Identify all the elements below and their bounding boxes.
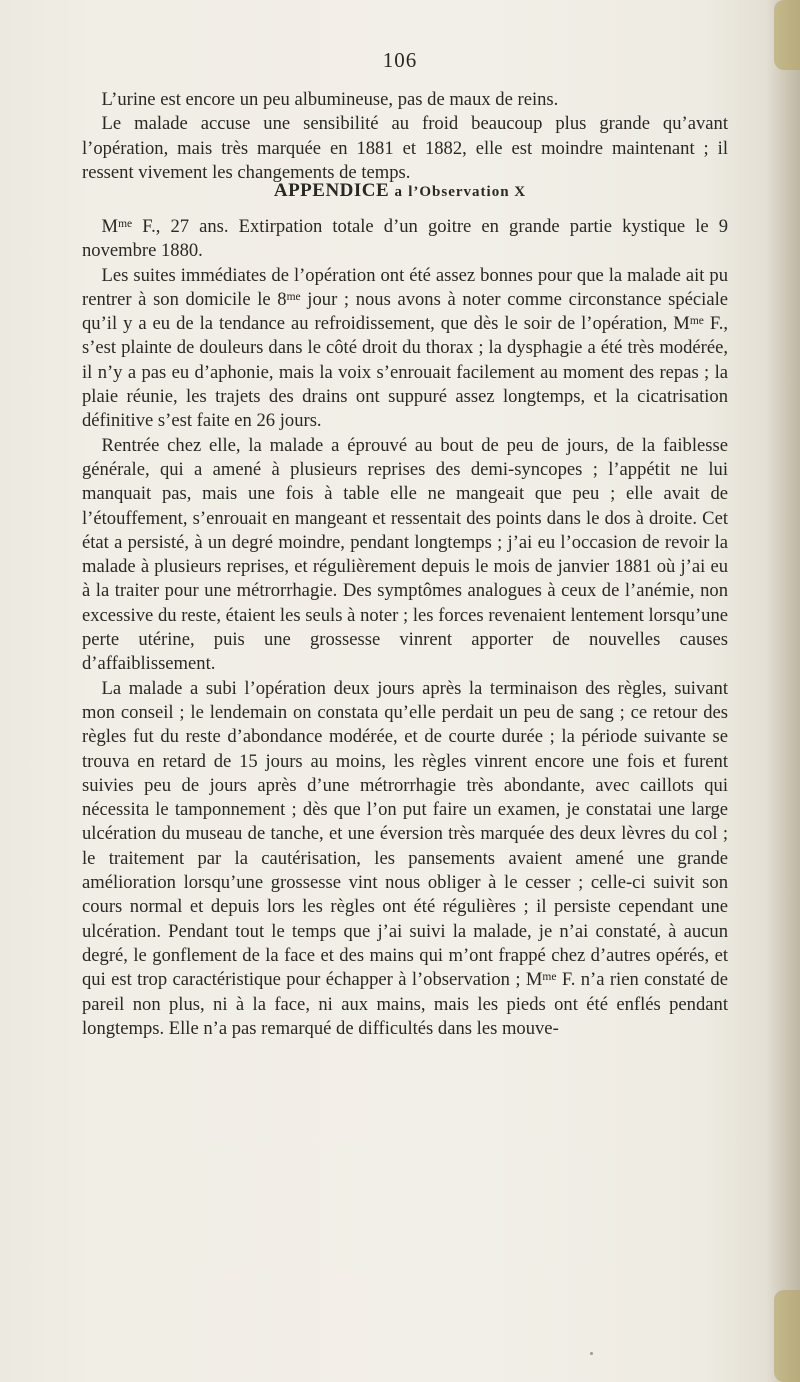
- superscript: me: [542, 971, 557, 984]
- main-text-block: [82, 215, 728, 1041]
- paper-stain: [774, 1290, 800, 1382]
- ink-speck: [590, 1352, 593, 1355]
- paragraph-intro: [82, 215, 728, 264]
- page-number: 106: [382, 48, 418, 72]
- title-abbrev: M: [101, 216, 119, 237]
- paragraph-cold-sensitivity: Le malade accuse une sensibilité au froid beaucoup plus grande qu’avant l’opération, mais très marquée en 1881 et 1882, elle est moindre maintenant ; il ressent vivement les changements de temps.: [82, 113, 728, 183]
- top-text-block: [82, 88, 728, 185]
- section-heading: [0, 180, 800, 202]
- heading-main: APPENDICE: [273, 180, 390, 201]
- paragraph-urine: L’urine est encore un peu albumineuse, pas de maux de reins.: [101, 89, 559, 110]
- text-run: F. n’a rien constaté de pareil non plus, ni à la face, ni aux mains, mais les pieds ont été enflés pendant longtemps. Elle n’a pas remarqué de difficultés dans les mouve-: [82, 969, 728, 1039]
- intro-text: F., 27 ans. Extirpation totale d’un goitre en grande partie kystique le 9 novembre 1880.: [82, 216, 728, 262]
- text-run: La malade a subi l’opération deux jours après la terminaison des règles, suivant mon conseil ; le lendemain on constata qu’elle perdait un peu de sang ; ce retour des règles fut du reste d’abondance modérée, et de courte durée ; la période suivante se trouva en retard de 15 jours au moins, les règles vinrent encore une fois et furent suivies peu de jours après d’une métrorrhagie très abondante, avec caillots qui nécessita le tamponnement ; dès que l’on put faire un examen, je constatai une large ulcération du museau de tanche, et une éversion très marquée des deux lèvres du col ; le traitement par la cautérisation, les pansements avaient amené une grande amélioration lorsqu’une grossesse vint nous obliger à le cesser ; celle-ci suivit son cours normal et depuis lors les règles ont été régulières ; il persiste cependant une ulcération. Pendant tout le temps que j’ai suivi la malade, je n’ai constaté, à aucun degré, le gonflement de la face et des mains qui m’ont frappé chez d’autres opérés, et qui est trop caractéristique pour échapper à l’observation ; M: [82, 677, 728, 991]
- text-run: Les suites immédiates de l’opération ont été assez bonnes pour que la malade ait pu rentrer à son domicile le 8: [82, 264, 728, 310]
- heading-sub: l’Observation X: [408, 184, 527, 200]
- text-run: jour ; nous avons à noter comme circonstance spéciale qu’il y a eu de la tendance au refroidissement, que dès le soir de l’opération, M: [82, 288, 728, 335]
- paragraph-return-home: Rentrée chez elle, la malade a éprouvé au bout de peu de jours, de la faiblesse générale, qui a amené à plusieurs reprises des demi-syncopes ; l’appétit ne lui manquait pas, mais une fois à table elle ne mangeait que peu ; elle avait de l’étouffement, s’enrouait en mangeant et ressentait des points dans le dos à droite. Cet état a persisté, à un degré moindre, pendant longtemps ; j’ai eu l’occasion de revoir la malade à plusieurs reprises, et régulièrement depuis le mois de janvier 1881 où j’ai eu à la traiter pour une métrorrhagie. Des symptômes analogues à ceux de l’anémie, non excessive du reste, étaient les seuls à noter ; les forces revenaient lentement lorsqu’une perte utérine, puis une grossesse vinrent apporter de nouvelles causes d’affaiblissement.: [82, 434, 728, 675]
- paragraph-operation-course: [82, 677, 728, 1041]
- superscript: me: [286, 290, 301, 303]
- text-run: F., s’est plainte de douleurs dans le côté droit du thorax ; la dysphagie a été très modérée, il n’y a pas eu d’aphonie, mais la voix s’enrouait facilement au moment des repas ; la plaie réunie, les trajets des drains ont suppuré assez longtemps, et la cicatrisation définitive s’est faite en 26 jours.: [82, 313, 729, 432]
- heading-connector: a: [394, 184, 403, 200]
- page-edge-shadow: [766, 0, 800, 1382]
- paragraph-immediate-effects: [82, 264, 728, 434]
- superscript: me: [689, 315, 704, 327]
- title-superscript: me: [118, 217, 133, 230]
